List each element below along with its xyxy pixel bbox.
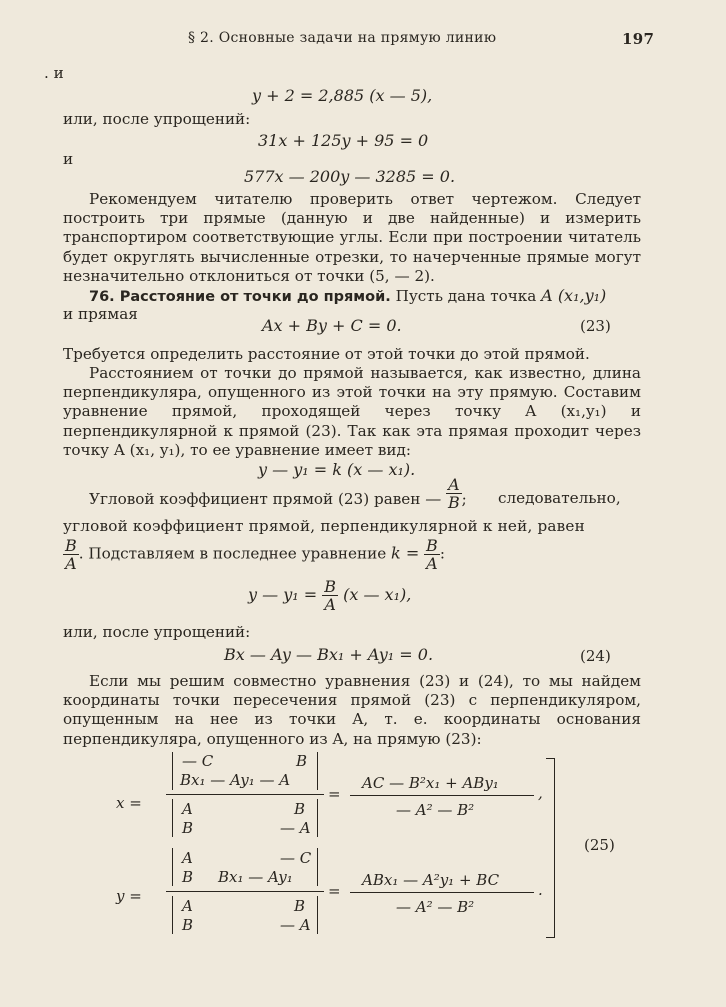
section-76-text: Пусть дана точка xyxy=(395,287,537,305)
y-result-bar xyxy=(350,892,534,893)
period: . xyxy=(78,544,84,563)
therefore-text: следовательно, xyxy=(498,489,621,507)
det-y-den-21: B xyxy=(182,916,194,934)
det-x-num-11: — C xyxy=(182,752,214,770)
semicolon: ; xyxy=(461,490,467,508)
det-x-num-12: B xyxy=(296,752,308,770)
paragraph-recommend: Рекомендуем читателю проверить ответ чертежом. Следует построить три прямые (данную и две найденные) и измерить транспортиром соответствующие углы. Если при построении читатель будет округлять вычисленные отрезки, то начерченные прямые могут незначительно отклониться от точки (5, — 2). xyxy=(63,190,641,285)
slope-sentence xyxy=(89,474,467,512)
slope-text: Угловой коэффициент прямой (23) равен xyxy=(89,490,421,508)
equation-25-number: (25) xyxy=(584,836,615,854)
substitute-sentence xyxy=(63,537,445,572)
perpendicular-slope-text: угловой коэффициент прямой, перпендикулярной к ней, равен xyxy=(63,517,585,535)
fraction-denominator: A xyxy=(65,554,77,573)
header-title: § 2. Основные задачи на прямую линию xyxy=(188,30,497,46)
det-x-num-row2: Bx₁ — Ay₁ — A xyxy=(180,771,291,789)
equation-line-3: 577x — 200y — 3285 = 0. xyxy=(244,167,456,186)
equation-23: Ax + By + C = 0. xyxy=(262,316,402,335)
det-y-den-12: B xyxy=(294,897,306,915)
k-equals: k = xyxy=(391,543,420,563)
fraction-denominator: B xyxy=(447,492,460,512)
equation-substituted-lhs: y — y₁ = xyxy=(248,585,318,604)
equation-24-number: (24) xyxy=(580,647,611,665)
det-y-num-12: — C xyxy=(280,849,312,867)
point-a: A (x₁,y₁) xyxy=(541,286,607,305)
conjunction-and: . и xyxy=(44,64,64,82)
fraction-numerator: B xyxy=(324,577,337,596)
section-76-and-line: и прямая xyxy=(63,305,138,323)
y-period: . xyxy=(538,881,543,899)
det-x-den-22: — A xyxy=(280,819,311,837)
y-fraction-bar xyxy=(166,891,324,892)
fraction-b-over-a-3 xyxy=(322,578,338,613)
x-equals: x = xyxy=(116,794,142,812)
equation-line-2: 31x + 125y + 95 = 0 xyxy=(258,131,429,150)
equation-line-1: y + 2 = 2,885 (x — 5), xyxy=(252,86,433,105)
conjunction-and-2: и xyxy=(63,150,74,168)
y-equals: y = xyxy=(116,887,142,905)
paragraph-solve: Если мы решим совместно уравнения (23) и (24), то мы найдем координаты точки пересечения прямой (23) с перпендикуляром, опущенным на нее из точки A, т. е. координаты основания перпендикуляра, опущенного из A, на прямую (23): xyxy=(63,672,641,748)
substitute-text: Подставляем в последнее уравнение xyxy=(88,544,387,563)
fraction-b-over-a-2 xyxy=(424,537,440,572)
equation-24: Bx — Ay — Bx₁ + Ay₁ = 0. xyxy=(224,645,434,664)
paragraph-task: Требуется определить расстояние от этой точки до этой прямой. xyxy=(63,345,590,363)
paragraph-definition: Расстоянием от точки до прямой называется, как известно, длина перпендикуляра, опущенного из этой точки на эту прямую. Составим уравнение прямой, проходящей через точку A (x₁,y₁) и перпендикулярной к прямой (23). Так как эта прямая проходит через точку A (x₁, y₁), то ее уравнение имеет вид: xyxy=(63,364,641,459)
x-result-numerator: AC — B²x₁ + ABy₁ xyxy=(362,774,499,792)
equation-substituted-rhs: (x — x₁), xyxy=(343,585,412,604)
x-comma: , xyxy=(538,784,543,802)
det-x-den-11: A xyxy=(182,800,193,818)
y-result-denominator: — A² — B² xyxy=(396,898,475,916)
det-y-den-22: — A xyxy=(280,916,311,934)
fraction-numerator: B xyxy=(426,536,438,555)
x-result-bar xyxy=(350,795,534,796)
section-76-line xyxy=(63,286,643,307)
y-equals-2: = xyxy=(328,882,341,900)
minus-sign: — xyxy=(425,489,442,508)
equation-point-slope: y — y₁ = k (x — x₁). xyxy=(258,460,416,479)
fraction-b-over-a xyxy=(63,537,79,572)
after-simplification-2: или, после упрощений: xyxy=(63,623,251,641)
fraction-minus-a-over-b xyxy=(446,476,462,511)
det-y-num-21: B xyxy=(182,868,194,886)
x-fraction-bar xyxy=(166,794,324,795)
det-y-num-11: A xyxy=(182,849,193,867)
fraction-denominator: A xyxy=(426,554,438,573)
equation-25-brace xyxy=(546,758,555,938)
x-equals-2: = xyxy=(328,785,341,803)
colon: : xyxy=(439,544,445,563)
fraction-denominator: A xyxy=(324,595,336,614)
equation-23-number: (23) xyxy=(580,317,611,335)
det-y-num-22: Bx₁ — Ay₁ xyxy=(218,868,293,886)
equation-substituted xyxy=(248,578,411,613)
section-76-heading: 76. Расстояние от точки до прямой. xyxy=(89,289,391,305)
fraction-numerator: B xyxy=(65,536,77,555)
after-simplification-1: или, после упрощений: xyxy=(63,110,251,128)
x-result-denominator: — A² — B² xyxy=(396,801,475,819)
det-y-den-11: A xyxy=(182,897,193,915)
fraction-numerator: A xyxy=(448,474,460,494)
det-x-den-12: B xyxy=(294,800,306,818)
det-x-den-21: B xyxy=(182,819,194,837)
y-result-numerator: ABx₁ — A²y₁ + BC xyxy=(362,871,500,889)
page-number: 197 xyxy=(622,30,655,48)
equation-25 xyxy=(0,752,726,1007)
